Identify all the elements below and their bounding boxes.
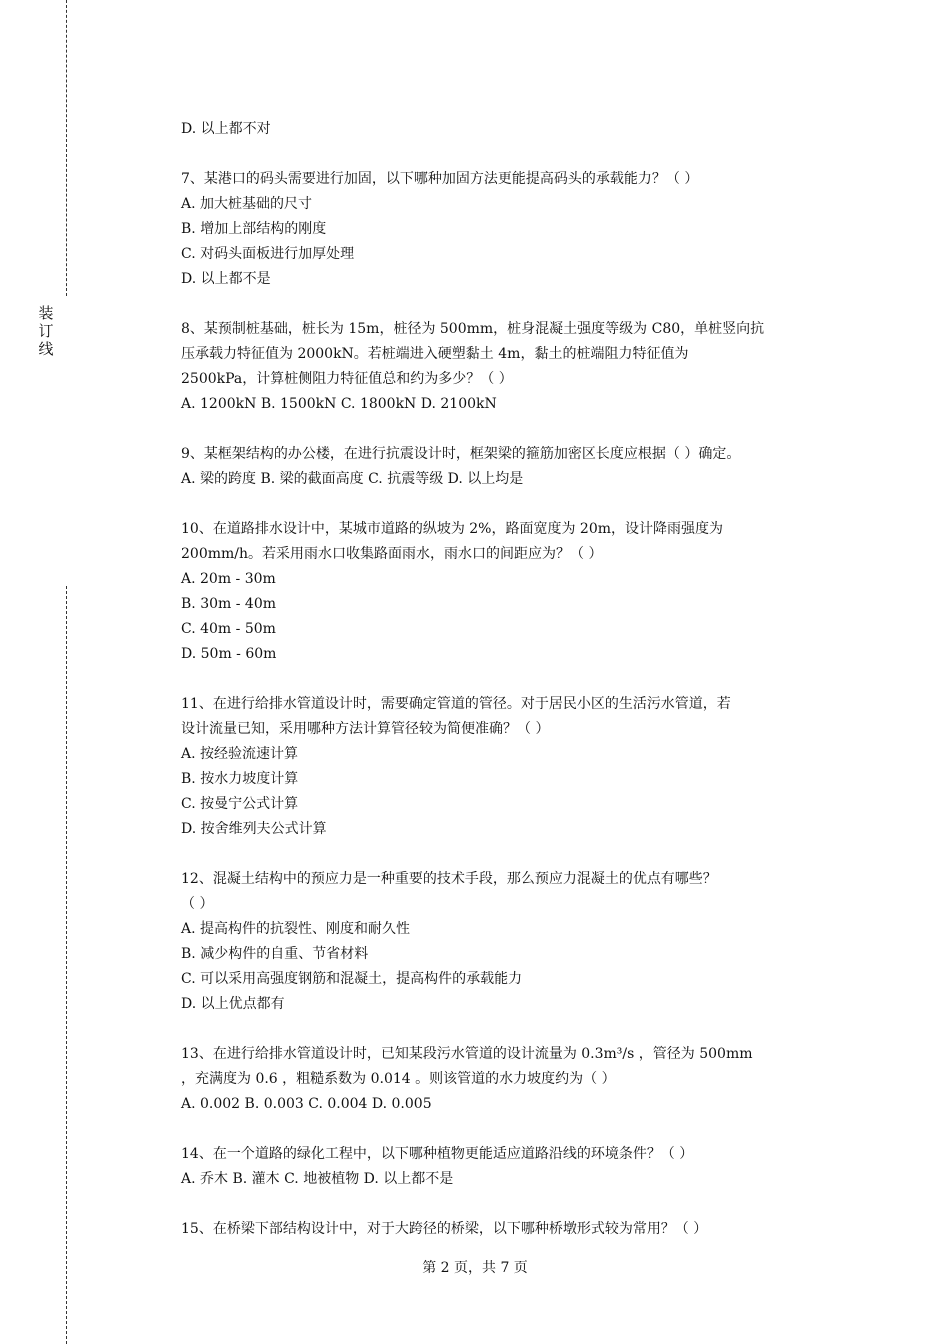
text-line: D. 以上都不是 (181, 271, 271, 287)
text-line: A. 0.002 B. 0.003 C. 0.004 D. 0.005 (181, 1096, 432, 1112)
text-line: B. 增加上部结构的刚度 (181, 221, 327, 237)
text-line: 12、混凝土结构中的预应力是一种重要的技术手段，那么预应力混凝土的优点有哪些？ (181, 871, 717, 887)
blank-line (181, 1117, 846, 1142)
text-line: 2500kPa，计算桩侧阻力特征值总和约为多少？（ ） (181, 371, 513, 387)
blank-line (181, 292, 846, 317)
text-line: A. 20m - 30m (181, 571, 276, 587)
text-line: B. 按水力坡度计算 (181, 771, 299, 787)
blank-line (181, 417, 846, 442)
binding-line-bottom (66, 586, 67, 1344)
text-line: 200mm/h。若采用雨水口收集路面雨水，雨水口的间距应为？（ ） (181, 546, 603, 562)
blank-line (181, 142, 846, 167)
text-line: 9、某框架结构的办公楼，在进行抗震设计时，框架梁的箍筋加密区长度应根据（ ）确定。 (181, 446, 741, 462)
text-line: ，充满度为 0.6 ，粗糙系数为 0.014 。则该管道的水力坡度约为（ ） (181, 1071, 616, 1087)
blank-line (181, 1017, 846, 1042)
binding-line-top (66, 0, 67, 296)
text-line: B. 30m - 40m (181, 596, 276, 612)
text-line: 14、在一个道路的绿化工程中，以下哪种植物更能适应道路沿线的环境条件？（ ） (181, 1146, 694, 1162)
blank-line (181, 492, 846, 517)
text-line: D. 以上优点都有 (181, 996, 285, 1012)
text-line: 压承载力特征值为 2000kN。若桩端进入硬塑黏土 4m，黏土的桩端阻力特征值为 (181, 346, 689, 362)
blank-line (181, 1192, 846, 1217)
text-line: 11、在进行给排水管道设计时，需要确定管道的管径。对于居民小区的生活污水管道，若 (181, 696, 731, 712)
exam-content (181, 117, 846, 1242)
page-footer: 第 2 页，共 7 页 (422, 1260, 528, 1276)
text-line: D. 以上都不对 (181, 121, 271, 137)
text-line: A. 1200kN B. 1500kN C. 1800kN D. 2100kN (181, 396, 497, 412)
text-line: D. 按舍维列夫公式计算 (181, 821, 327, 837)
text-line: 7、某港口的码头需要进行加固，以下哪种加固方法更能提高码头的承载能力？（ ） (181, 171, 699, 187)
text-line: A. 梁的跨度 B. 梁的截面高度 C. 抗震等级 D. 以上均是 (181, 471, 524, 487)
text-line: A. 按经验流速计算 (181, 746, 299, 762)
blank-line (181, 842, 846, 867)
text-line: D. 50m - 60m (181, 646, 277, 662)
text-line: 设计流量已知，采用哪种方法计算管径较为简便准确？（ ） (181, 721, 550, 737)
text-line: C. 40m - 50m (181, 621, 276, 637)
text-line: C. 对码头面板进行加厚处理 (181, 246, 355, 262)
text-line: （ ） (181, 896, 214, 912)
text-line: C. 可以采用高强度钢筋和混凝土，提高构件的承载能力 (181, 971, 523, 987)
text-line: B. 减少构件的自重、节省材料 (181, 946, 369, 962)
text-line: 10、在道路排水设计中，某城市道路的纵坡为 2%，路面宽度为 20m，设计降雨强度为 (181, 521, 724, 537)
text-line: A. 提高构件的抗裂性、刚度和耐久性 (181, 921, 411, 937)
text-line: 13、在进行给排水管道设计时，已知某段污水管道的设计流量为 0.3m³/s ，管径为 500mm (181, 1046, 753, 1062)
text-line: A. 加大桩基础的尺寸 (181, 196, 313, 212)
text-line: C. 按曼宁公式计算 (181, 796, 299, 812)
text-line: 15、在桥梁下部结构设计中，对于大跨径的桥梁，以下哪种桥墩形式较为常用？（ ） (181, 1221, 708, 1237)
text-line: A. 乔木 B. 灌木 C. 地被植物 D. 以上都不是 (181, 1171, 454, 1187)
binding-label: 装订线 (38, 304, 54, 358)
blank-line (181, 667, 846, 692)
text-line: 8、某预制桩基础，桩长为 15m，桩径为 500mm，桩身混凝土强度等级为 C80，单桩竖向抗 (181, 321, 765, 337)
